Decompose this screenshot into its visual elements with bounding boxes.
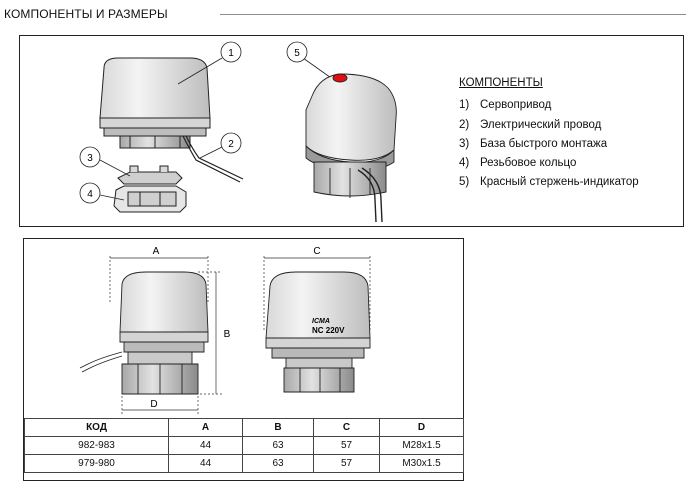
component-item: 2) Электрический провод — [459, 119, 602, 131]
cell-d: M30x1.5 — [380, 455, 464, 473]
callout-1 — [221, 42, 241, 62]
actuator-front-drawing — [80, 272, 208, 394]
cell-c: 57 — [314, 455, 380, 473]
cell-code: 982-983 — [25, 437, 169, 455]
section-heading: КОМПОНЕНТЫ И РАЗМЕРЫ — [4, 7, 168, 21]
callout-1-label: 1 — [228, 48, 234, 59]
callout-3-label: 3 — [87, 153, 93, 164]
callout-5 — [287, 42, 307, 62]
table-row — [25, 437, 464, 455]
callout-2 — [221, 133, 241, 153]
component-item: 5) Красный стержень-индикатор — [459, 176, 639, 188]
table-header-row — [25, 419, 464, 437]
cell-b: 63 — [243, 455, 314, 473]
dimensions-table — [24, 418, 464, 473]
callout-5-label: 5 — [294, 48, 300, 59]
callout-4-label: 4 — [87, 189, 93, 200]
cell-c: 57 — [314, 437, 380, 455]
component-item: 1) Сервопривод — [459, 99, 552, 111]
header-code: КОД — [25, 419, 169, 437]
callout-3 — [80, 147, 100, 167]
cell-b: 63 — [243, 437, 314, 455]
dimension-a-label: A — [152, 246, 160, 257]
red-indicator-icon — [333, 74, 347, 82]
cell-a: 44 — [169, 437, 243, 455]
actuator-exploded-drawing — [100, 58, 243, 212]
header-c: C — [314, 419, 380, 437]
callout-4 — [80, 183, 100, 203]
product-brand-marking: ICMA — [312, 318, 330, 325]
components-list-title: КОМПОНЕНТЫ — [459, 77, 543, 89]
actuator-3d-drawing — [306, 74, 396, 222]
cell-code: 979-980 — [25, 455, 169, 473]
dimension-c-label: C — [313, 246, 321, 257]
header-d: D — [380, 419, 464, 437]
dimension-d-label: D — [150, 399, 158, 410]
product-model-marking: NC 220V — [312, 326, 345, 335]
dimension-b-label: B — [223, 329, 231, 340]
cell-d: M28x1.5 — [380, 437, 464, 455]
cell-a: 44 — [169, 455, 243, 473]
callout-2-label: 2 — [228, 139, 234, 150]
component-item: 3) База быстрого монтажа — [459, 138, 608, 150]
header-b: B — [243, 419, 314, 437]
table-row — [25, 455, 464, 473]
component-item: 4) Резьбовое кольцо — [459, 157, 577, 169]
header-a: A — [169, 419, 243, 437]
